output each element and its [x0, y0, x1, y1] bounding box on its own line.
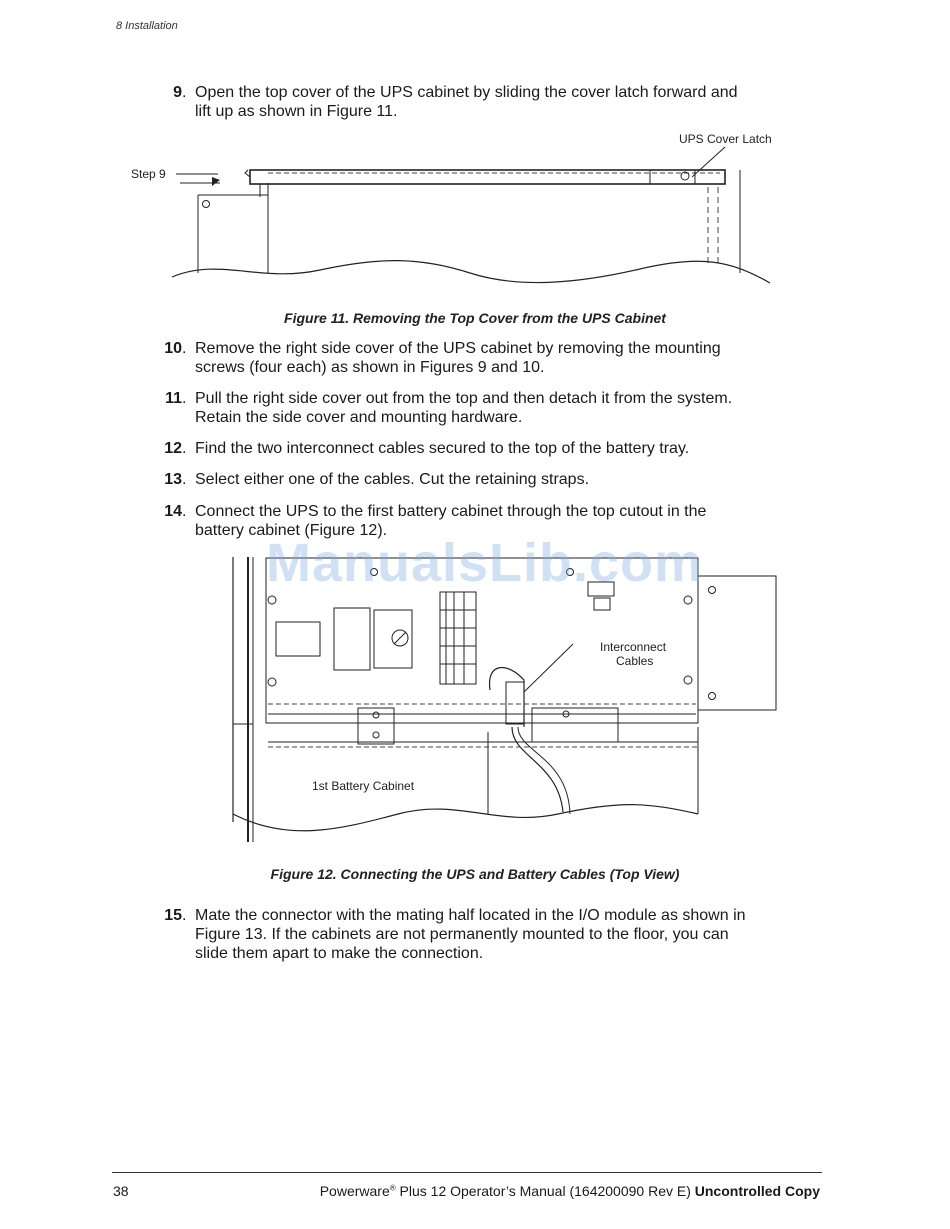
step-number: 12 — [164, 440, 182, 457]
watermark: ManualsLib.com — [266, 533, 704, 593]
label-step-9: Step 9 — [131, 167, 166, 181]
step-number: 15 — [164, 907, 182, 924]
step-number: 14 — [164, 503, 182, 520]
step-text: battery cabinet (Figure 12). — [195, 522, 388, 539]
registered-mark: ® — [389, 1183, 396, 1193]
footer-brand: Powerware — [319, 1183, 390, 1199]
step-text: lift up as shown in Figure 11. — [195, 103, 398, 120]
step-text: Remove the right side cover of the UPS cabinet by removing the mounting — [195, 340, 721, 357]
figure-12-drawing — [228, 552, 780, 847]
step-text: Open the top cover of the UPS cabinet by sliding the cover latch forward and — [195, 84, 738, 101]
step-text: Retain the side cover and mounting hardware. — [195, 409, 523, 426]
figure-12-caption: Figure 12. Connecting the UPS and Battery Cables (Top View) — [270, 866, 680, 882]
step-text: Select either one of the cables. Cut the retaining straps. — [195, 471, 590, 488]
step-number: 10 — [164, 340, 182, 357]
section-header: 8 Installation — [116, 20, 178, 32]
step-number: 11 — [165, 390, 182, 407]
label-interconnect: Interconnect — [600, 640, 667, 654]
footer-status: Uncontrolled Copy — [694, 1183, 820, 1199]
step-text: Pull the right side cover out from the top and then detach it from the system. — [195, 390, 733, 407]
label-1st-battery-cabinet: 1st Battery Cabinet — [312, 779, 415, 793]
label-cables: Cables — [616, 654, 654, 668]
step-number: 9 — [173, 84, 182, 101]
figure-11-drawing — [120, 125, 790, 295]
footer-title — [320, 1183, 820, 1199]
footer-manual-title: Plus 12 Operator’s Manual (164200090 Rev E) — [395, 1183, 695, 1199]
page-number: 38 — [113, 1183, 129, 1199]
step-text: Mate the connector with the mating half located in the I/O module as shown in — [195, 907, 746, 924]
footer-rule — [112, 1172, 822, 1173]
step-text: Connect the UPS to the first battery cabinet through the top cutout in the — [195, 503, 707, 520]
step-text: Find the two interconnect cables secured to the top of the battery tray. — [195, 440, 690, 457]
figure-11-caption: Figure 11. Removing the Top Cover from the UPS Cabinet — [284, 310, 666, 326]
step-number: 13 — [164, 471, 182, 488]
label-ups-cover-latch: UPS Cover Latch — [679, 132, 772, 146]
step-text: slide them apart to make the connection. — [195, 945, 484, 962]
step-text: Figure 13. If the cabinets are not permanently mounted to the floor, you can — [195, 926, 729, 943]
step-text: screws (four each) as shown in Figures 9 and 10. — [195, 359, 545, 376]
